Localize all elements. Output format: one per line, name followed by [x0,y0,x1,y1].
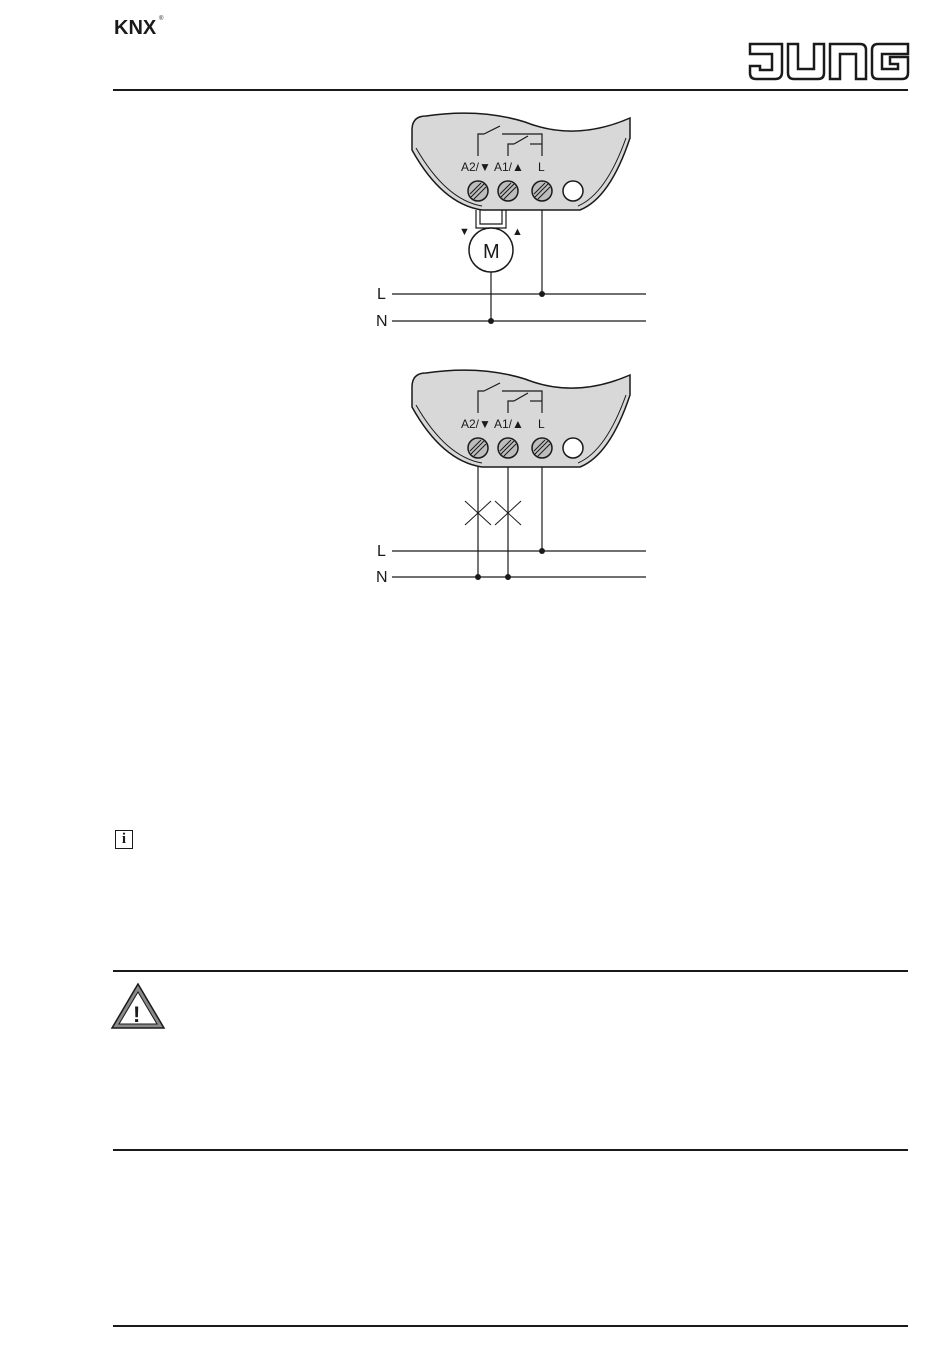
direction-down-marker: ▼ [459,226,470,238]
terminal-label-l: L [538,417,545,431]
cross-marks [465,501,521,525]
svg-text:KNX: KNX [114,17,157,38]
knx-logo [113,8,169,38]
svg-text:!: ! [133,1002,141,1027]
info-icon: i [115,830,133,849]
line-label-n: N [376,313,388,330]
terminal-label-a1: A1/▲ [494,417,524,431]
warning-icon [110,982,166,1030]
svg-text:®: ® [159,16,164,22]
jung-logo [748,40,910,82]
terminal-label-l: L [538,160,545,174]
line-label-n: N [376,569,388,586]
header-rule [113,89,908,91]
warning-bottom-rule [113,1149,908,1151]
motor-label: M [483,241,500,263]
line-label-l: L [377,286,386,303]
line-label-l: L [377,543,386,560]
footer-rule [113,1325,908,1327]
terminal-label-a2: A2/▼ [461,160,491,174]
motor-wiring-diagram [370,108,660,333]
svg-text:JUNG: JUNG [748,40,751,41]
terminal-label-a1: A1/▲ [494,160,524,174]
warning-top-rule [113,970,908,972]
direction-up-marker: ▲ [512,226,523,238]
prohibited-wiring-diagram [370,365,660,590]
terminal-label-a2: A2/▼ [461,417,491,431]
